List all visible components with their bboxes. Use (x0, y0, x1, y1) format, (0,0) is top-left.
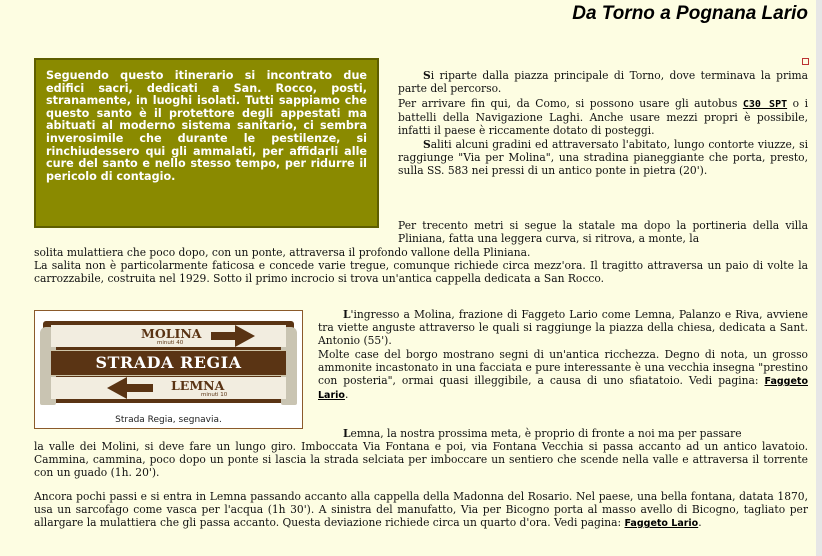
bus-line-link[interactable]: C30 SPT (742, 99, 788, 110)
paragraph-8a (318, 427, 808, 440)
arrow-left-icon (107, 377, 127, 399)
sign-strada-regia: STRADA REGIA (51, 350, 286, 376)
paragraph-7-text-after: . (344, 388, 349, 401)
faggeto-lario-link-2[interactable]: Faggeto Lario (624, 518, 699, 529)
sign-molina-minutes: minuti 40 (157, 340, 184, 346)
paragraph-6-text: 'ingresso a Molina, frazione di Faggeto Lario come Lemna, Palanzo e Riva, avviene tra viette anguste attraverso le quali si raggiunge la piazza della chiesa, dedicata a Sant. Antonio (55'). (318, 308, 808, 347)
paragraph-9-text: Ancora pochi passi e si entra in Lemna passando accanto alla cappella della Madonna del Rosario. Nel paese, una bella fontana, datata 1870, usa un sarcofago come vasca per l'acqua (1h 30'). A sinistra del manufatto, Via per Bicogno porta al masso avello di Bicogno, tagliato per allargare la mulattiera che gli passa accanto. Questa deviazione richiede circa un quarto d'ora. Vedi pagina: (34, 490, 808, 529)
paragraph-6 (318, 308, 808, 347)
sign-top-panel (51, 325, 286, 347)
page-title: Da Torno a Pognana Lario (572, 3, 808, 24)
sign-bottom-panel (51, 377, 286, 399)
paragraph-2-text-after: o i battelli della Navigazione Laghi. Anche usare mezzi propri è possibile, infatti il paese è riccamente dotato di posteggi. (398, 97, 808, 137)
sign-lemna-minutes: minuti 10 (201, 392, 228, 398)
arrow-left-stem (125, 384, 153, 392)
paragraph-8b: la valle dei Molini, si deve fare un lungo giro. Imboccata Via Fontana e poi, via Fontana Vecchia si passa accanto ad un antico lavatoio. Cammina, cammina, poco dopo un ponte si lascia la strada selciata per imboccare un sentiero che scende nella valle e attraversa il torrente con un guado (1h. 20'). (34, 440, 808, 479)
drop-initial: L (343, 427, 351, 440)
strada-regia-sign (43, 321, 294, 403)
photo-caption: Strada Regia, segnavia. (115, 415, 222, 425)
paragraph-2 (398, 97, 808, 137)
paragraph-7-text: Molte case del borgo mostrano segni di un'antica ricchezza. Degno di nota, un grosso ammonite incastonato in una facciata e pure interessante è una vecchia insegna "prestino con posteria", ormai quasi illeggibile, a causa di uno sfiatatoio. Vedi pagina: (318, 348, 808, 387)
paragraph-3 (398, 138, 808, 177)
arrow-right-icon (235, 325, 255, 347)
scrollbar[interactable] (816, 0, 822, 556)
drop-initial: S (423, 69, 431, 82)
paragraph-9-text-after: . (698, 516, 702, 529)
small-square-icon (802, 58, 809, 65)
faggeto-lario-link[interactable]: Faggeto Lario (318, 376, 808, 401)
photo-frame (34, 310, 303, 429)
paragraph-9 (34, 490, 808, 530)
paragraph-7 (318, 348, 808, 402)
paragraph-4b: solita mulattiera che poco dopo, con un ponte, attraversa il profondo vallone della Pliniana. (34, 246, 531, 259)
paragraph-5: La salita non è particolarmente faticosa e concede varie tregue, comunque richiede circa mezz'ora. Il tragitto attraversa un paio di volte la carrozzabile, costruita nel 1929. Sotto il primo incrocio si trova un'antica cappella dedicata a San Rocco. (34, 259, 808, 285)
paragraph-4a: Per trecento metri si segue la statale ma dopo la portineria della villa Pliniana, fatta una leggera curva, si ritrova, a monte, la (398, 219, 808, 245)
paragraph-8a-text: emna, la nostra prossima meta, è proprio di fronte a noi ma per passare (350, 427, 742, 440)
paragraph-2-text: Per arrivare fin qui, da Como, si possono usare gli autobus (398, 97, 743, 110)
intro-box (34, 58, 379, 228)
paragraph-1-text: i riparte dalla piazza principale di Torno, dove terminava la prima parte del percorso. (398, 69, 808, 95)
sign-lemna: LEMNA (171, 378, 225, 393)
intro-text: Seguendo questo itinerario si incontrato due edifici sacri, dedicati a San. Rocco, posti, stranamente, in luoghi isolati. Tutti sappiamo che questo santo è il protettore degli appestati ma abituati al moderno sistema sanitario, ci sembra inverosimile che durante le pestilenze, si rinchiudessero qui gli ammalati, per affidarli alle cure del santo e nello stesso tempo, per ridurre il pericolo di contagio. (46, 69, 367, 183)
paragraph-1 (398, 69, 808, 95)
sign-molina: MOLINA (141, 326, 202, 341)
paragraph-3-text: aliti alcuni gradini ed attraversato l'abitato, lungo contorte viuzze, si raggiunge "Via per Molina", una stradina pianeggiante che porta, presto, sulla SS. 583 nei pressi di un antico ponte in pietra (20'). (398, 138, 808, 177)
drop-initial: L (343, 308, 351, 321)
drop-initial: S (423, 138, 431, 151)
